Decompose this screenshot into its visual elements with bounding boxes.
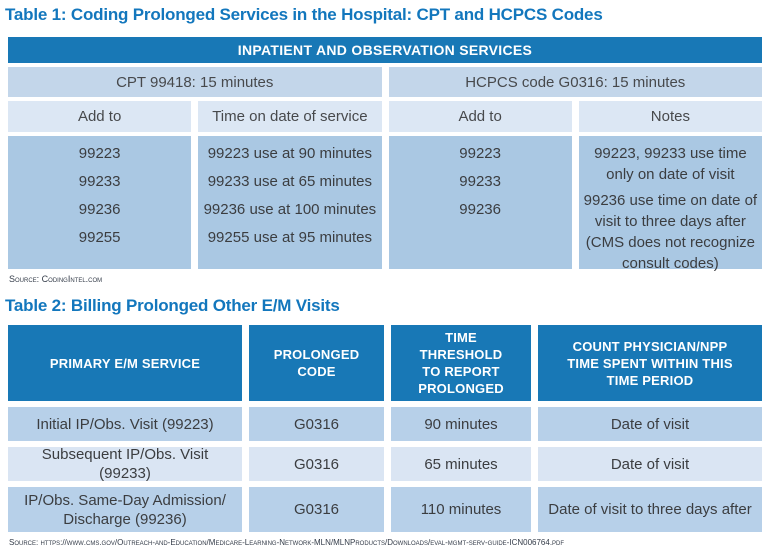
table2-row1-threshold: 90 minutes — [391, 407, 531, 441]
table2-row2-code: G0316 — [249, 447, 384, 481]
cpt-code: 99255 — [78, 229, 121, 246]
notes-paragraph: 99236 use time on date of visit to three days after (CMS does not recognize consult codes) — [583, 192, 758, 272]
table2-title: Table 2: Billing Prolonged Other E/M Visits — [5, 296, 340, 315]
cpt-time-rule: 99223 use at 90 minutes — [207, 145, 373, 162]
hcpcs-code: 99236 — [459, 201, 501, 218]
cpt-time-rule: 99255 use at 95 minutes — [207, 229, 373, 246]
table2-header-primary-service: PRIMARY E/M SERVICE — [8, 325, 242, 401]
table1-title: Table 1: Coding Prolonged Services in the Hospital: CPT and HCPCS Codes — [5, 5, 603, 24]
hcpcs-code: 99233 — [459, 173, 501, 190]
cpt-time-rule: 99233 use at 65 minutes — [207, 173, 373, 190]
table2-row3-service: IP/Obs. Same-Day Admission/ Discharge (99236) — [8, 487, 242, 532]
table2-row1-count: Date of visit — [538, 407, 762, 441]
table1-cell-cpt-times — [198, 136, 381, 269]
table1 — [8, 37, 762, 272]
table1-cell-hcpcs-codes — [389, 136, 572, 269]
cpt-code: 99236 — [78, 201, 121, 218]
notes-paragraph: 99223, 99233 use time only on date of visit — [594, 145, 747, 183]
cpt-time-rule: 99236 use at 100 minutes — [203, 201, 377, 218]
table1-colheader-add-to-hcpcs: Add to — [389, 101, 572, 132]
table2 — [8, 325, 762, 532]
table2-row3-count: Date of visit to three days after — [538, 487, 762, 532]
table1-colheader-add-to-cpt: Add to — [8, 101, 191, 132]
table2-row2-service: Subsequent IP/Obs. Visit (99233) — [8, 447, 242, 481]
table2-row3-threshold: 110 minutes — [391, 487, 531, 532]
table1-cell-notes — [579, 136, 762, 272]
cpt-code: 99233 — [78, 173, 121, 190]
table2-header-count-time: COUNT PHYSICIAN/NPP TIME SPENT WITHIN THIS TIME PERIOD — [538, 325, 762, 401]
table1-group-hcpcs: HCPCS code G0316: 15 minutes — [389, 67, 763, 97]
table2-row3-code: G0316 — [249, 487, 384, 532]
table2-row2-threshold: 65 minutes — [391, 447, 531, 481]
table1-colheader-time: Time on date of service — [198, 101, 381, 132]
table1-colheader-notes: Notes — [579, 101, 762, 132]
table2-row2-count: Date of visit — [538, 447, 762, 481]
table2-source: Source: https://www.cms.gov/Outreach-and-Education/Medicare-Learning-Network-MLN/MLNProducts/Downloads/eval-mgmt-serv-guide-ICN006764.pdf — [9, 538, 565, 547]
table2-header-time-threshold: TIME THRESHOLD TO REPORT PROLONGED — [391, 325, 531, 401]
table2-row1-code: G0316 — [249, 407, 384, 441]
table1-cell-cpt-codes — [8, 136, 191, 269]
table2-header-prolonged-code: PROLONGED CODE — [249, 325, 384, 401]
table1-group-cpt: CPT 99418: 15 minutes — [8, 67, 382, 97]
table1-banner: INPATIENT AND OBSERVATION SERVICES — [8, 37, 762, 63]
table2-row1-service: Initial IP/Obs. Visit (99223) — [8, 407, 242, 441]
cpt-code: 99223 — [78, 145, 121, 162]
table1-source: Source: CodingIntel.com — [9, 274, 103, 284]
hcpcs-code: 99223 — [459, 145, 501, 162]
